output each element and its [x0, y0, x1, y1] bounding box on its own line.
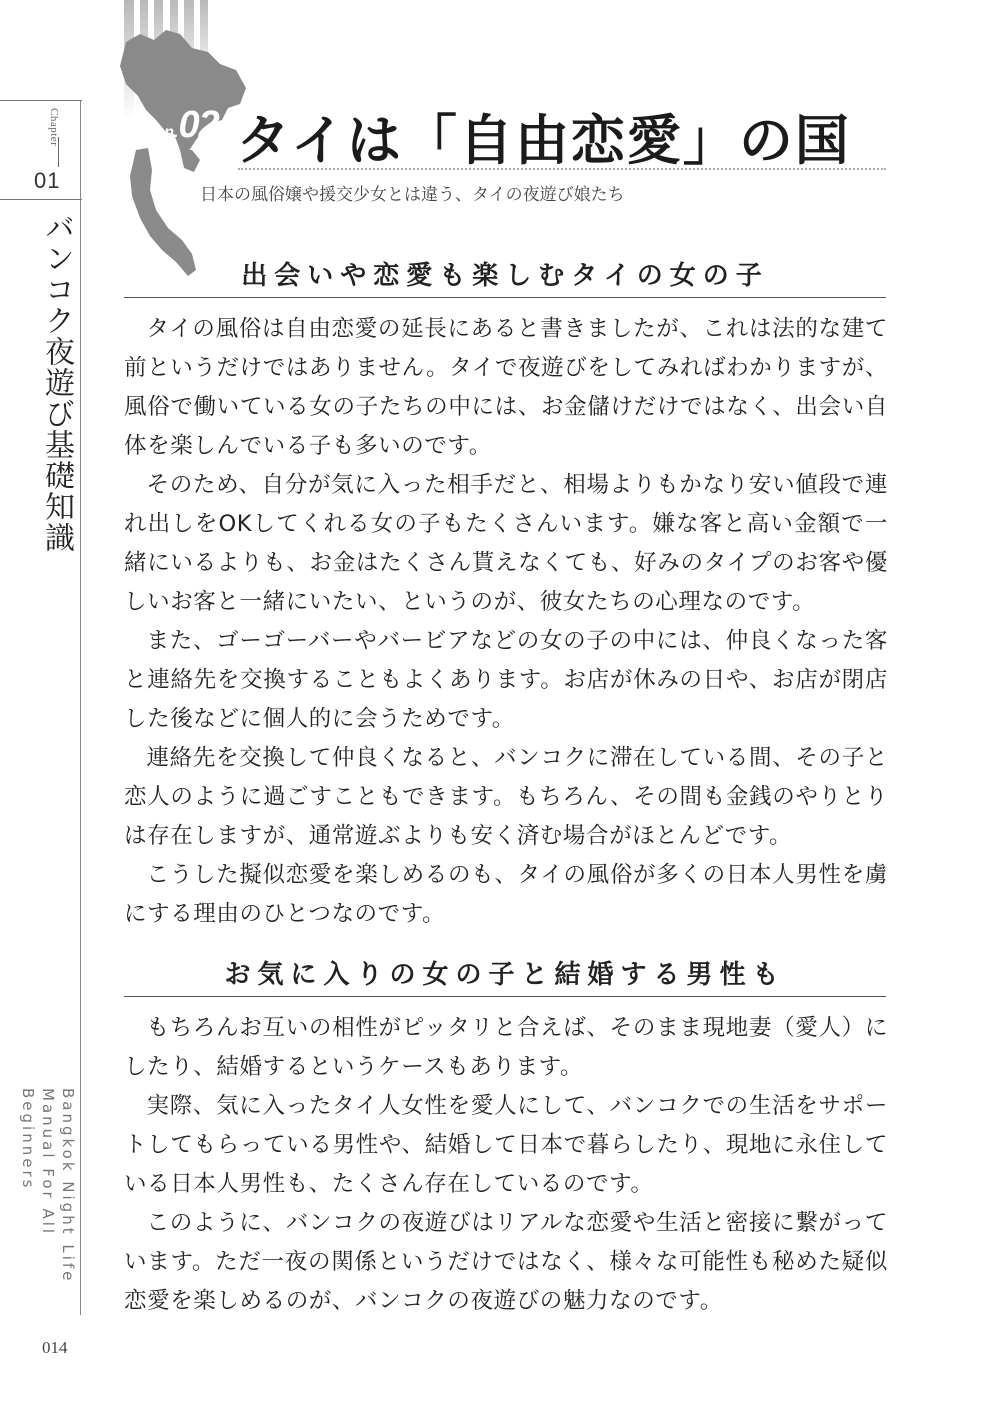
section-rule	[124, 996, 886, 997]
paragraph: そのため、自分が気に入った相手だと、相場よりもかなり安い値段で連れ出しをOKしてくれる女の子もたくさんいます。嫌な客と高い金額で一緒にいるよりも、お金はたくさん貰えなくても、好みのタイプのお客や優しいお客と一緒にいたい、というのが、彼女たちの心理なのです。	[124, 472, 888, 615]
lesson-subtitle: 日本の風俗嬢や援交少女とは違う、タイの夜遊び娘たち	[200, 185, 625, 205]
chapter-rule-middle	[0, 199, 82, 200]
paragraph: また、ゴーゴーバーやバービアなどの女の子の中には、仲良くなった客と連絡先を交換することもよくあります。お店が休みの日や、お店が閉店した後などに個人的に会うためです。	[124, 628, 888, 732]
section-body	[124, 1009, 888, 1321]
chapter-rule-top	[0, 100, 82, 101]
paragraph: もちろんお互いの相性がピッタリと合えば、そのまま現地妻（愛人）にしたり、結婚するというケースもあります。	[124, 1015, 888, 1080]
lesson-label	[118, 104, 219, 147]
chapter-label: Chapter	[48, 108, 60, 147]
section-heading: お気に入りの女の子と結婚する男性も	[224, 960, 786, 990]
paragraph: このように、バンコクの夜遊びはリアルな恋愛や生活と密接に繋がっています。ただ一夜の関係というだけではなく、様々な可能性も秘めた疑似恋愛を楽しめるのが、バンコクの夜遊びの魅力なのです。	[124, 1210, 888, 1314]
lesson-number: 02	[178, 104, 219, 146]
section-heading: 出会いや恋愛も楽しむタイの女の子	[241, 261, 769, 291]
lesson-title: タイは「自由恋愛」の国	[236, 109, 851, 172]
title-dotted-rule	[238, 168, 886, 170]
section-body	[124, 310, 888, 934]
paragraph: タイの風俗は自由恋愛の延長にあると書きましたが、これは法的な建て前というだけではありません。タイで夜遊びをしてみればわかりますが、風俗で働いている女の子たちの中には、お金儲けだけではなく、出会い自体を楽しんでいる子も多いのです。	[124, 316, 888, 459]
section-rule	[124, 297, 886, 298]
series-title: Bangkok Night Life Manual For All Beginners	[19, 1088, 77, 1284]
chapter-title: バンコク夜遊び基礎知識	[39, 212, 74, 553]
chapter-number: 01	[34, 168, 61, 193]
chapter-divider	[58, 137, 59, 167]
paragraph: 連絡先を交換して仲良くなると、バンコクに滞在している間、その子と恋人のように過ごすこともできます。もちろん、その間も金銭のやりとりは存在しますが、通常遊ぶよりも安く済む場合がほとんどです。	[124, 745, 888, 849]
lesson-word: Lesson.	[118, 124, 179, 141]
paragraph: こうした擬似恋愛を楽しめるのも、タイの風俗が多くの日本人男性を虜にする理由のひとつなのです。	[124, 862, 888, 927]
paragraph: 実際、気に入ったタイ人女性を愛人にして、バンコクでの生活をサポートしてもらっている男性や、結婚して日本で暮らしたり、現地に永住している日本人男性も、たくさん存在しているのです。	[124, 1093, 888, 1197]
page-number: 014	[42, 1338, 68, 1357]
margin-rule	[80, 100, 81, 1315]
